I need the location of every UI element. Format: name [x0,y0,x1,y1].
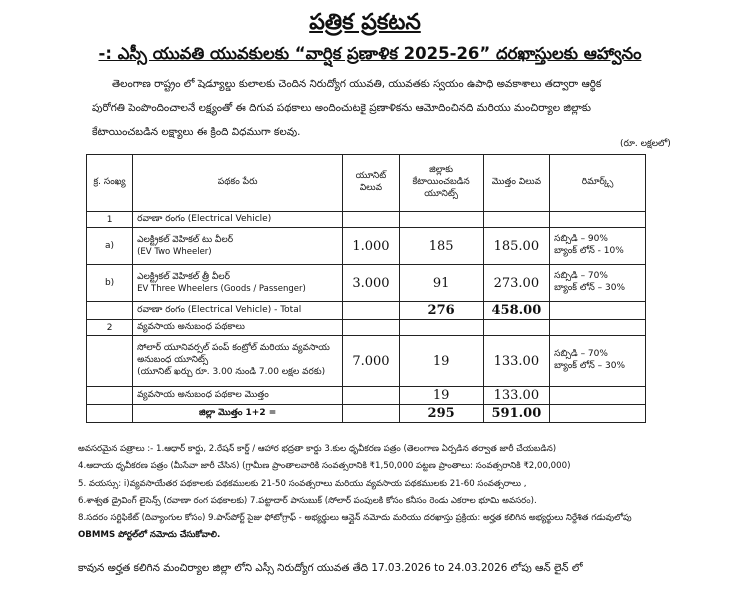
header-sno: క్ర. సంఖ్య [87,155,133,212]
remarks [550,265,646,302]
scheme-name [133,228,343,265]
remarks [550,336,646,387]
remark-loan: బ్యాంక్ లోన్ - 10% [554,246,624,256]
subtotal-value: 458.00 [483,302,550,320]
table-row [87,265,646,302]
note-line: 5. వయస్సు: i)వ్యవసాయేతర పథకాలకు పథకములకు 21-50 సంవత్సరాలు మరియు వ్యవసాయ పథకములకు 21-60 సంవత్సరాలు , [78,478,527,489]
targets-table [86,154,646,423]
required-documents [78,441,678,545]
note-line: 4.ఆదాయ ధృవీకరణ పత్రం (మీసేవా జారీ చేసిన) (గ్రామీణ ప్రాంతాలవారికి సంవత్సరానికి ₹1,50,000 పట్టణ ప్రాంతాలు: సంవత్సరానికి ₹2,00,000) [78,461,571,472]
grand-total-row [87,405,646,423]
remark-subsidy: సబ్సిడి – 70% [554,271,608,281]
intro-line: తెలంగాణ రాష్ట్రం లో షెడ్యూల్డు కులాలకు చెందిన నిరుద్యోగ యువతి, యువతకు స్వయం ఉపాధి అవకాశాలు తద్వారా ఆర్థిక [112,78,602,90]
header-scheme: పథకం పేరు [133,155,343,212]
table-header-row [87,155,646,212]
subtotal-label: వ్యవసాయ అనుబంధ పథకాల మొత్తం [133,387,343,405]
unit-value: 7.000 [343,336,399,387]
table-row [87,212,646,228]
total-value: 273.00 [483,265,550,302]
table-row [87,320,646,336]
closing-paragraph: కావున అర్హత కలిగిన మంచిర్యాల జిల్లా లోని ఎస్సీ నిరుద్యోగ యువత తేది 17.03.2026 to 24.03.2026 లోపు ఆన్ లైన్ లో [78,562,583,574]
note-line: 6.శాశ్వత డ్రైవింగ్ లైసెన్స్ (రవాణా రంగ పథకాలకు) 7.పట్టాదార్ పాసుబుక్ (సోలార్ పంపులకి కోసం కనీసం రెండు ఎకరాల భూమి అవసరం). [78,495,537,506]
category-label: వ్యవసాయ అనుబంధ పథకాలు [133,320,343,336]
grand-total-units: 295 [399,405,483,423]
unit-value: 1.000 [343,228,399,265]
scheme-name-te: ఎలక్ట్రికల్ వెహికల్ త్రీ వీలర్ [137,272,231,282]
category-label: రవాణా రంగం (Electrical Vehicle) [137,213,272,224]
header-unit-value: యూనిట్ విలువ [343,155,399,212]
page-subtitle: -: ఎస్సీ యువతి యువకులకు “వార్షిక ప్రణాళిక 2025-26” దరఖాస్తులకు ఆహ్వానం [98,44,642,63]
total-value: 185.00 [483,228,550,265]
scheme-name-te: ఎలక్ట్రికల్ వెహికల్ టు వీలర్ [137,235,234,245]
scheme-line: సోలార్ యూనివర్సల్ పంప్ కంట్రోల్ మరియు వ్యవసాయ [137,343,330,353]
row-number: a) [87,228,133,265]
row-number: 1 [87,212,133,228]
scheme-line: అనుబంధ యూనిట్స్ [137,355,209,365]
scheme-name-en: (EV Two Wheeler) [137,247,212,257]
row-number: 2 [87,320,133,336]
note-line: 8.సదరం సర్టిఫికేట్ (దివ్యాంగుల కోసం) 9.పాస్‌పోర్ట్ సైజు ఫోటోగ్రాఫ్ - అభ్యర్థులు ఆన్లైన్ నమోదు మరియు దరఖాస్తు ప్రక్రియ: అర్హత కలిగిన అభ్యర్థులు నిర్దేశిత గడువులోపు [78,513,632,524]
table-row [87,228,646,265]
scheme-name [133,336,343,387]
scheme-name-en: EV Three Wheelers (Goods / Passenger) [137,284,306,294]
page-title: పత్రిక ప్రకటన [309,10,421,35]
unit-count: 19 [399,336,483,387]
table-row [87,336,646,387]
subtotal-row [87,302,646,320]
grand-total-value: 591.00 [483,405,550,423]
remark-loan: బ్యాంక్ లోన్ – 30% [554,283,626,293]
total-value: 133.00 [483,336,550,387]
header-units: జిల్లాకు కేటాయించబడిన యూనిట్స్ [399,155,483,212]
remark-subsidy: సబ్సిడి – 90% [554,234,608,244]
intro-line: పురోగతి పెంపొందించాలనే లక్ష్యంతో ఈ దిగువ పథకాలు అందించుటకై ప్రణాళికను ఆమోదించినది మరియు మంచిర్యాల జిల్లాకు [92,102,591,114]
unit-count: 185 [399,228,483,265]
subtotal-units: 276 [399,302,483,320]
scheme-name [133,265,343,302]
note-line: అవసరమైన పత్రాలు :- 1.ఆధార్ కార్డు, 2.రేషన్ కార్డ్ / ఆహార భద్రతా కార్డు 3.కుల ధృవీకరణ పత్రం (తెలంగాణ ఏర్పడిన తర్వాత జారీ చేయబడిన) [78,444,557,454]
row-number: b) [87,265,133,302]
subtotal-value: 133.00 [483,387,550,405]
scheme-line: (యూనిట్ ఖర్చు రూ. 3.00 నుండి 7.00 లక్షల వరకు) [137,367,326,377]
subtotal-units: 19 [399,387,483,405]
header-remarks: రిమార్క్స్ [550,155,646,212]
remarks [550,228,646,265]
remark-loan: బ్యాంక్ లోన్ – 30% [554,361,626,371]
remark-subsidy: సబ్సిడి – 70% [554,349,608,359]
intro-line: కేటాయించబడిన లక్ష్యాలు ఈ క్రింది విధముగా కలవు. [92,126,301,138]
header-total: మొత్తం విలువ [483,155,550,212]
unit-value: 3.000 [343,265,399,302]
intro-paragraph [92,72,692,144]
category-name [133,212,343,228]
note-line: OBMMS పోర్టల్‌లో నమోదు చేసుకోవాలి. [78,530,221,541]
subtotal-label: రవాణా రంగం (Electrical Vehicle) - Total [133,302,343,320]
unit-note: (రూ. లక్షలలో) [620,139,671,149]
subtotal-row [87,387,646,405]
grand-total-label: జిల్లా మొత్తం 1+2 = [133,405,343,423]
unit-count: 91 [399,265,483,302]
